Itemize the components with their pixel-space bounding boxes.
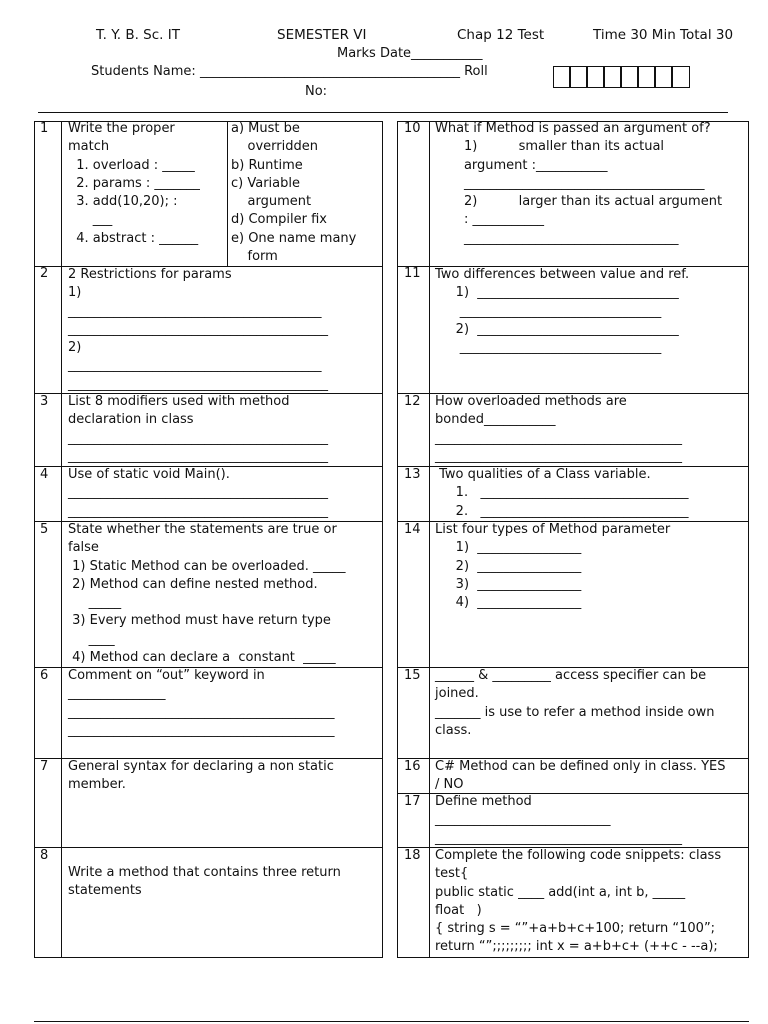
marks-date: Marks Date___________	[337, 46, 483, 61]
semester: SEMESTER VI	[277, 27, 367, 43]
question-number: 1	[40, 121, 49, 136]
question-text-12: How overloaded methods are bonded___________ ______________________________________ ______________________________________	[435, 394, 682, 464]
question-number: 10	[404, 121, 421, 136]
question-text-5: State whether the statements are true or false 1) Static Method can be overloaded. _____ 2) Method can define nested method. _____ 3) Every method must have return type ____ 4) Method can declare a constant _____	[68, 522, 346, 666]
question-text-4: Use of static void Main(). ________________________________________ ________________________________________	[68, 467, 328, 519]
question-number: 15	[404, 668, 421, 683]
question-text-11: Two differences between value and ref. 1) _______________________________ _______________________________ 2) _______________________________ _______________________________	[435, 267, 690, 356]
time-total: Time 30 Min Total 30	[593, 27, 734, 43]
footer-divider	[34, 1021, 749, 1022]
question-text-6: Comment on “out” keyword in _______________ _________________________________________ _________________________________________	[68, 668, 335, 738]
question-number: 7	[40, 759, 49, 774]
question-number: 14	[404, 522, 421, 537]
question-number: 13	[404, 467, 421, 482]
student-name-line: Students Name: ________________________________________ Roll	[91, 64, 488, 79]
roll-no-label: No:	[305, 84, 328, 99]
question-number: 11	[404, 266, 421, 281]
question-text-1: Write the proper match 1. overload : _____ 2. params : _______ 3. add(10,20); : ___ 4. abstract : ______	[68, 121, 200, 246]
question-number: 17	[404, 794, 421, 809]
question-number: 2	[40, 266, 49, 281]
question-text-16: C# Method can be defined only in class. YES / NO	[435, 759, 726, 793]
question-number: 16	[404, 759, 421, 774]
question-text-13: Two qualities of a Class variable. 1. ________________________________ 2. ________________________________	[439, 467, 689, 519]
header-divider	[38, 112, 728, 113]
class-name: T. Y. B. Sc. IT	[96, 27, 180, 43]
question-text-17: Define method ___________________________ ______________________________________	[435, 794, 682, 846]
question-text-15: ______ & _________ access specifier can be joined. _______ is use to refer a method inside own class.	[435, 668, 715, 738]
question-number: 12	[404, 394, 421, 409]
question-text-14: List four types of Method parameter 1) ________________ 2) ________________ 3) ________________ 4) ________________	[435, 522, 671, 611]
question-text-7: General syntax for declaring a non static member.	[68, 759, 334, 793]
question-number: 5	[40, 522, 49, 537]
question-number: 4	[40, 467, 49, 482]
question-number: 8	[40, 848, 49, 863]
match-options: a) Must be overridden b) Runtime c) Variable argument d) Compiler fix e) One name many form	[231, 121, 357, 265]
question-text-2: 2 Restrictions for params 1) _______________________________________ ________________________________________ 2) _______________________________________ ________________________________________	[68, 267, 328, 392]
question-number: 6	[40, 668, 49, 683]
question-number: 18	[404, 848, 421, 863]
question-text-10: What if Method is passed an argument of? 1) smaller than its actual argument :___________ _____________________________________ 2) larger than its actual argument : ___________ _________________________________	[435, 121, 723, 246]
test-title: Chap 12 Test	[457, 27, 545, 43]
question-text-18: Complete the following code snippets: class test{ public static ____ add(int a, int b, _____ float ) { string s = “”+a+b+c+100; return “100”; return “”;;;;;;;;; int x = a+b+c+ (++c - --a);	[435, 848, 722, 955]
question-text-8: Write a method that contains three return statements	[68, 865, 341, 899]
question-text-3: List 8 modifiers used with method declaration in class ________________________________________ ________________________________________	[68, 394, 328, 464]
question-number: 3	[40, 394, 49, 409]
